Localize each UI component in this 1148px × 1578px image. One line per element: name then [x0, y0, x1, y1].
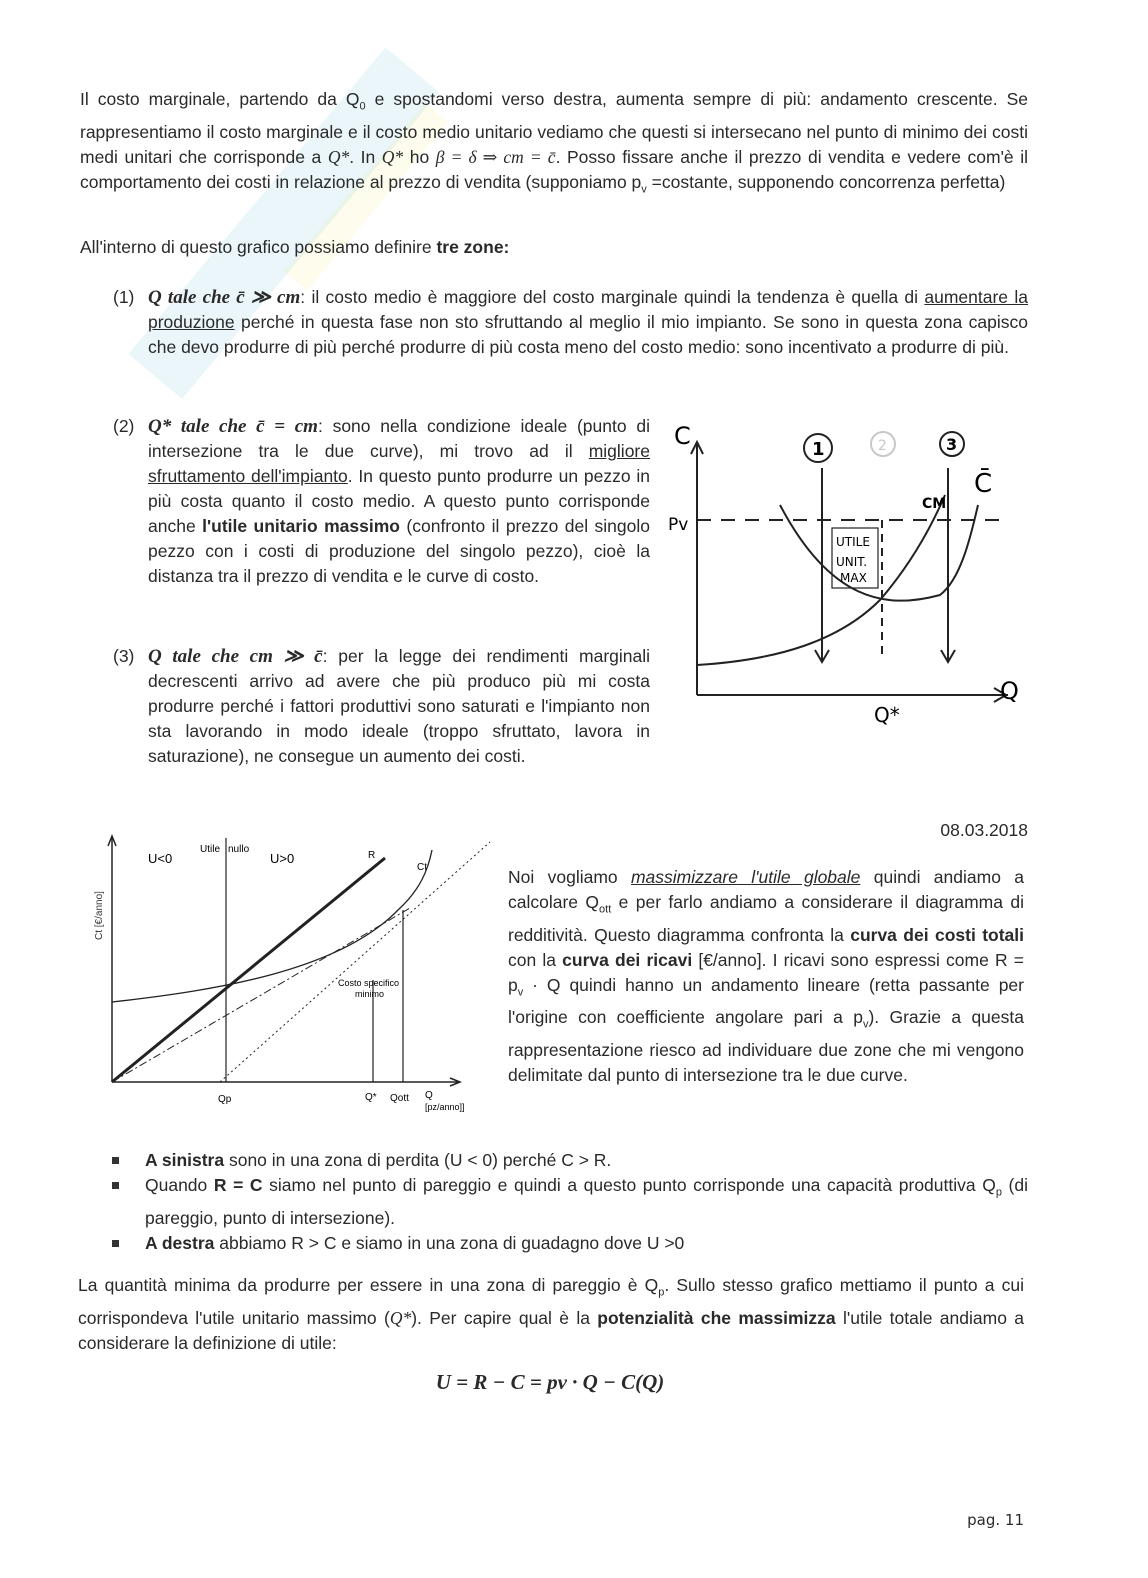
sketch-utile-line2: UNIT.: [836, 555, 868, 569]
revenue-label: R: [368, 850, 376, 861]
bullet-left: A sinistra sono in una zona di perdita (U < 0) perché C > R.: [110, 1148, 1028, 1173]
zones-intro: All'interno di questo grafico possiamo definire tre zone:: [80, 237, 510, 257]
min-cost-label-1: Costo specifico: [338, 978, 400, 988]
qstar-tick-label: Q*: [365, 1092, 377, 1103]
sketch-cbar-label: C̄: [974, 469, 993, 499]
cost-curves-sketch: [660, 420, 1040, 740]
nullo-label: nullo: [228, 844, 250, 855]
chart-y-label: Ct [€/anno]: [94, 891, 105, 940]
profitability-chart: [80, 830, 500, 1120]
bullet-breakeven: Quando R = C siamo nel punto di pareggio e quindi a questo punto corrisponde una capacità produttiva $Q_p$ (di pareggio, punto di intersezione).: [110, 1173, 1028, 1231]
bullet-right: A destra abbiamo R > C e siamo in una zona di guadagno dove U >0: [110, 1231, 1028, 1256]
date: 08.03.2018: [940, 820, 1028, 840]
sketch-q-label: Q: [1000, 677, 1019, 705]
utile-definition-paragraph: La quantità minima da produrre per essere in una zona di pareggio è $Q_p$. Sullo stesso grafico mettiamo il punto a cui corrispondeva l'utile unitario massimo (Q*). Per capire qual è la potenzialità che massimizza l'utile totale andiamo a considerare la definizione di utile:: [78, 1275, 1025, 1353]
profitability-paragraph: Noi vogliamo massimizzare l'utile globale quindi andiamo a calcolare $Q_{ott}$ e per farlo andiamo a considerare il diagramma di redditività. Questo diagramma confronta la curva dei costi totali con la curva dei ricavi [€/anno]. I ricavi sono espressi come $R = p_v \cdot Q$ quindi hanno un andamento lineare (retta passante per l'origine con coefficiente angolare pari a $p_v$). Grazie a questa rappresentazione riesco ad individuare due zone che mi vengono delimitate dal punto di intersezione tra le due curve.: [508, 867, 1025, 1085]
x-axis-unit-label: [pz/anno]]: [425, 1102, 465, 1112]
utile-formula: U = R − C = pv · Q − C(Q): [435, 1370, 665, 1394]
sketch-utile-line3: MAX: [840, 571, 867, 585]
zone-bullets: [110, 1148, 1028, 1256]
zone-loss-label: U<0: [148, 851, 173, 866]
sketch-zone1-label: 1: [812, 439, 825, 460]
total-cost-label: Ct: [417, 862, 427, 873]
x-axis-q-label: Q: [425, 1090, 433, 1101]
qott-tick-label: Qott: [390, 1093, 409, 1104]
sketch-utile-line1: UTILE: [836, 535, 870, 549]
sketch-c-label: C: [674, 422, 691, 450]
qp-tick-label: Qp: [218, 1094, 232, 1105]
utile-label: Utile: [200, 844, 221, 855]
intro-paragraph: Il costo marginale, partendo da $Q_0$ e spostandomi verso destra, aumenta sempre di più: andamento crescente. Se rappresentiamo il costo marginale e il costo medio unitario vediamo che questi si intersecano nel punto di minimo dei costi medi unitari che corrisponde a Q*. In Q* ho β = δ ⇒ cm = c̄. Posso fissare anche il prezzo di vendita e vedere com'è il comportamento dei costi in relazione al prezzo di vendita (supponiamo $p_v$ =costante, supponendo concorrenza perfetta): [80, 89, 1028, 195]
sketch-qstar-label: Q*: [874, 703, 900, 727]
min-cost-label-2: minimo: [355, 989, 385, 999]
zone-gain-label: U>0: [270, 851, 295, 866]
sketch-zone3-label: 3: [946, 435, 958, 454]
sketch-pv-label: Pv: [668, 515, 689, 535]
sketch-zone2-label: 2: [878, 438, 887, 454]
revenue-line-r: [112, 858, 385, 1082]
sketch-cm-label: CM: [922, 496, 947, 512]
page-number: pag. 11: [967, 1511, 1024, 1529]
